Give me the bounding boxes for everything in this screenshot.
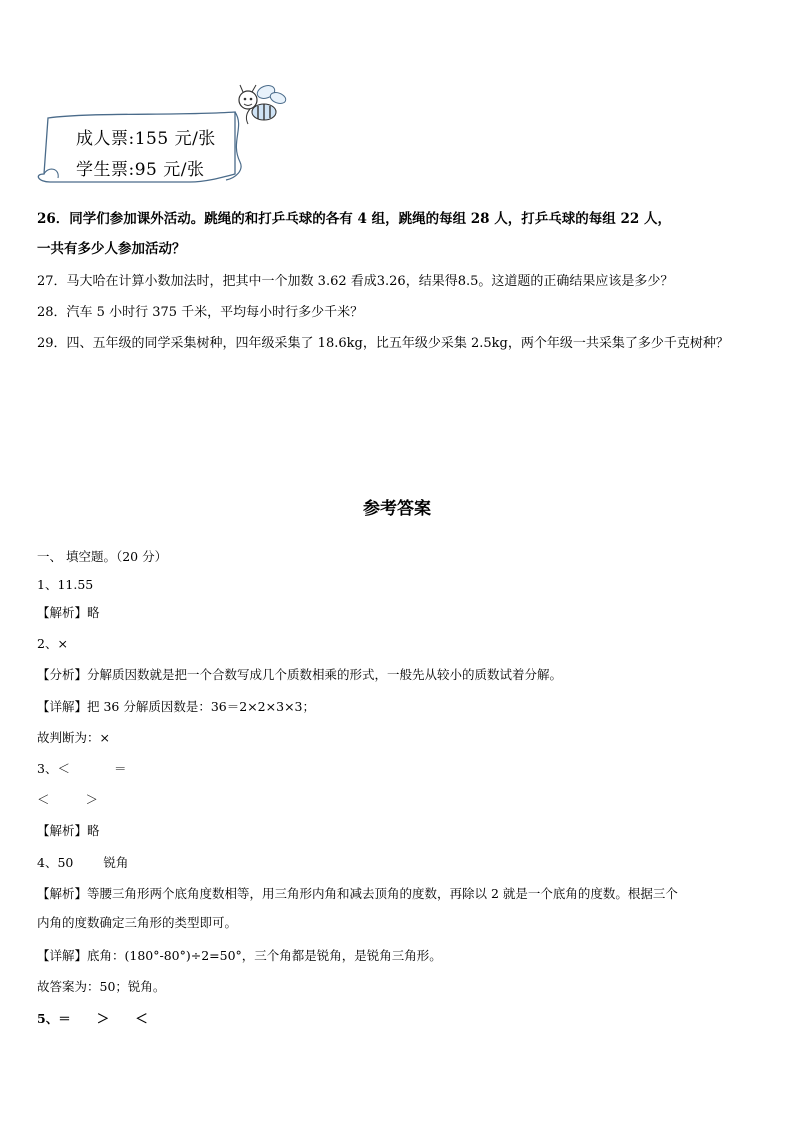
answers-title: 参考答案 xyxy=(363,499,431,519)
answer-3-line2 xyxy=(37,790,98,808)
answer-3-line1 xyxy=(37,759,126,777)
answer-5-symbol-3: ＜ xyxy=(135,1011,148,1026)
answer-3-note: 【解析】略 xyxy=(37,823,100,838)
answer-2-conclusion: 故判断为：× xyxy=(37,730,110,745)
section-1-heading: 一、 填空题。（20 分） xyxy=(37,549,168,564)
answer-4-analysis-1: 【解析】等腰三角形两个底角度数相等，用三角形内角和减去顶角的度数，再除以 2 就是一个底角的度数。根据三个 xyxy=(37,886,678,901)
answer-4-label: 4、50 xyxy=(37,855,74,870)
answer-3-label: 3、 xyxy=(37,761,58,776)
answer-4-conclusion: 故答案为：50；锐角。 xyxy=(37,979,166,994)
question-26-line2: 一共有多少人参加活动？ xyxy=(37,241,186,257)
answer-2-analysis: 【分析】分解质因数就是把一个合数写成几个质数相乘的形式，一般先从较小的质数试着分解。 xyxy=(37,667,563,682)
answer-4-line xyxy=(37,853,128,871)
answer-4-detail: 【详解】底角：(180°-80°)÷2=50°，三个角都是锐角，是锐角三角形。 xyxy=(37,948,442,963)
answer-3-symbol-4: ＞ xyxy=(85,792,99,807)
adult-ticket-price: 成人票:155 元/张 xyxy=(76,129,216,149)
answer-3-symbol-2: ＝ xyxy=(113,761,127,776)
answer-5-line xyxy=(37,1009,148,1027)
answer-5-symbol-1: ＝ xyxy=(58,1011,71,1026)
question-28: 28．汽车 5 小时行 375 千米，平均每小时行多少千米？ xyxy=(37,305,364,320)
answer-4-symbol-2: 锐角 xyxy=(103,855,129,870)
answer-2: 2、× xyxy=(37,636,68,651)
ticket-illustration xyxy=(30,82,290,192)
answer-4-analysis-2: 内角的度数确定三角形的类型即可。 xyxy=(37,915,238,930)
question-27: 27．马大哈在计算小数加法时，把其中一个加数 3.62 看成3.26，结果得8.5。这道题的正确结果应该是多少？ xyxy=(37,274,674,289)
answer-1: 1、11.55 xyxy=(37,577,94,592)
answer-5-label: 5、 xyxy=(37,1011,59,1026)
answer-3-symbol-1: ＜ xyxy=(57,761,70,776)
answer-5-symbol-2: ＞ xyxy=(96,1011,110,1026)
question-26-line1: 26．同学们参加课外活动。跳绳的和打乒乓球的各有 4 组，跳绳的每组 28 人，打乒乓球的每组 22 人， xyxy=(37,211,671,227)
answer-2-detail: 【详解】把 36 分解质因数是：36＝2×2×3×3； xyxy=(37,699,315,714)
student-ticket-price: 学生票:95 元/张 xyxy=(76,160,205,180)
answer-3-symbol-3: ＜ xyxy=(37,792,50,807)
answer-1-note: 【解析】略 xyxy=(37,605,100,620)
bee-icon xyxy=(230,82,290,132)
question-29: 29．四、五年级的同学采集树种，四年级采集了 18.6kg，比五年级少采集 2.5kg，两个年级一共采集了多少千克树种？ xyxy=(37,336,729,351)
